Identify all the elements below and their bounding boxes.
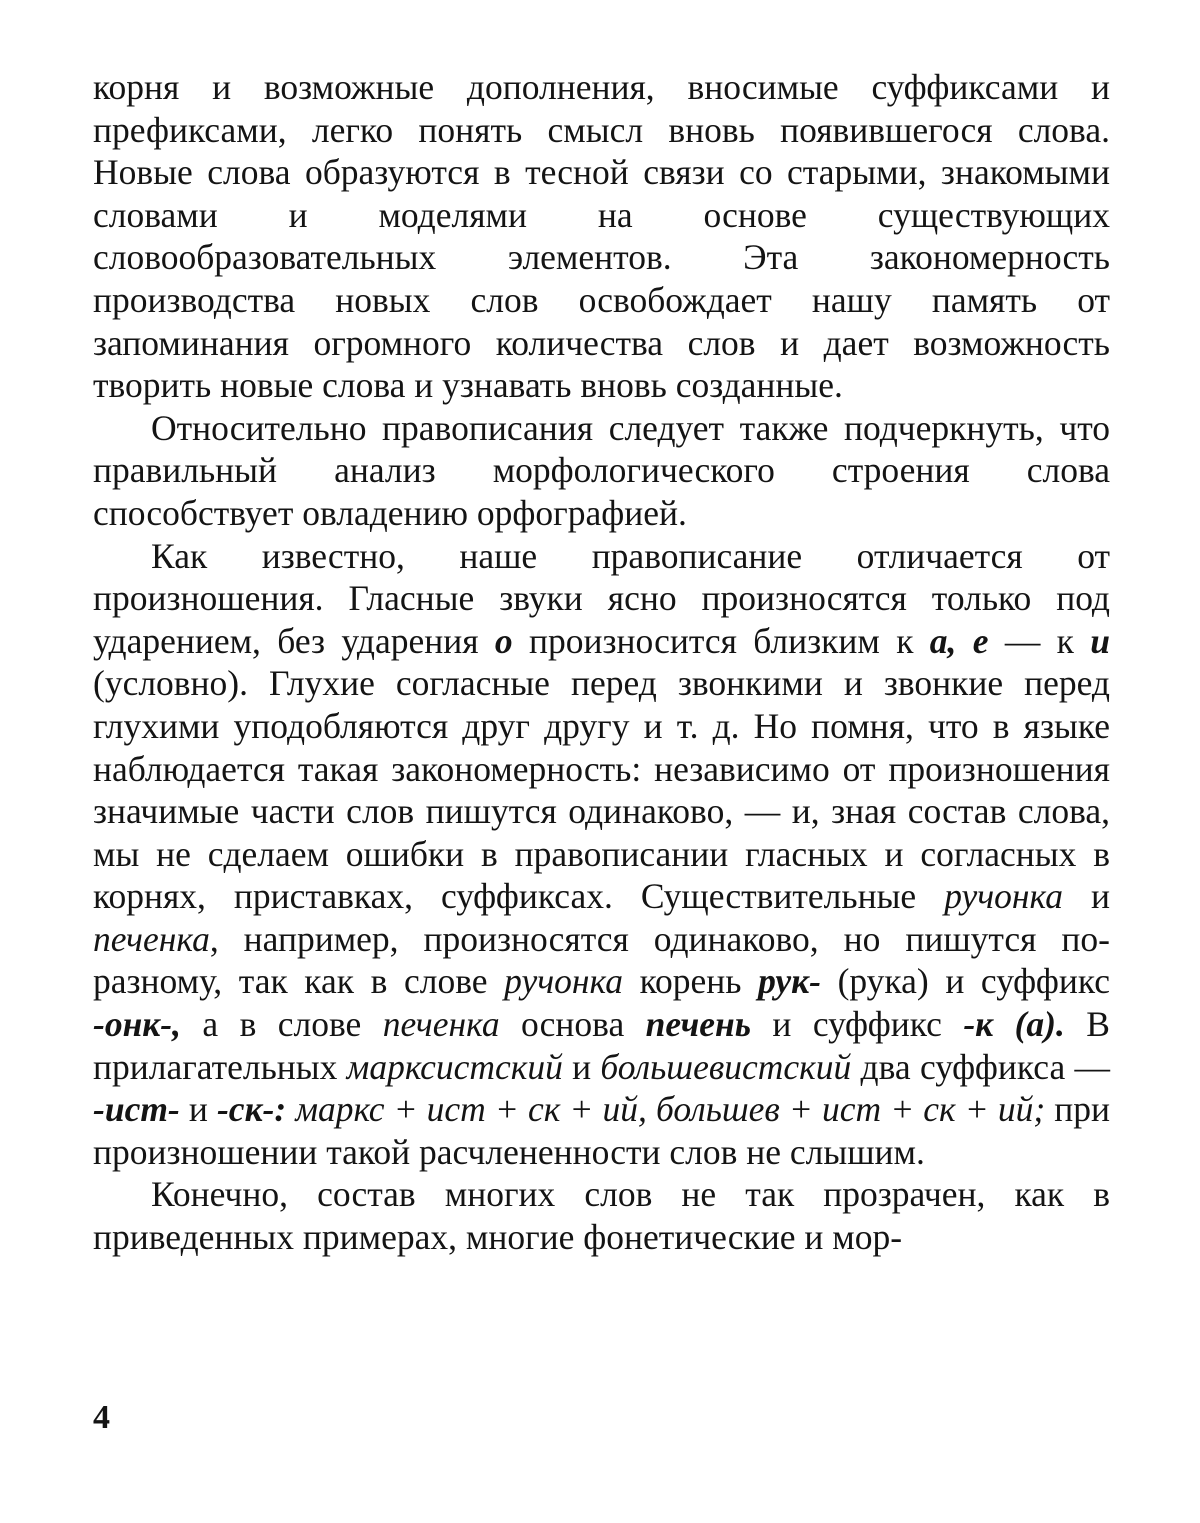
emphasis-text: -ист- xyxy=(93,1089,180,1130)
emphasis-text: а, е xyxy=(929,620,989,661)
text-run: , например, произносятся одинаково, но пишутся по-разному, так как в слове xyxy=(93,918,1110,1002)
emphasis-text: и xyxy=(1090,620,1111,661)
text-run: — к xyxy=(988,620,1091,661)
emphasis-text: -ск-: xyxy=(216,1089,287,1130)
emphasis-text: маркс + ист + ск + ий, большев + ист + ск + ий; xyxy=(295,1089,1046,1130)
emphasis-text: печень xyxy=(645,1004,751,1045)
text-run: и xyxy=(562,1046,601,1087)
text-run: Конечно, состав многих слов не так прозрачен, как в приведенных примерах, многие фонетические и мор- xyxy=(93,1174,1110,1258)
page-body xyxy=(93,66,1110,1259)
text-run: (условно). Глухие согласные перед звонкими и звонкие перед глухими уподобляются друг другу и т. д. Но помня, что в языке наблюдается такая закономерность: независимо от произношения значимые части слов пишутся одинаково, — и, зная состав слова, мы не сделаем ошибки в правописании гласных и согласных в корнях, приставках, суффиксах. Существительные xyxy=(93,663,1110,917)
emphasis-text: марксистский xyxy=(346,1046,563,1087)
text-run: и xyxy=(1063,876,1110,917)
emphasis-text: печенка xyxy=(93,918,210,959)
emphasis-text: -к (а). xyxy=(963,1004,1065,1045)
text-run: два суффикса — xyxy=(851,1046,1110,1087)
text-run: при произношении такой расчлененности слов не слышим. xyxy=(93,1089,1111,1172)
emphasis-text: ручонка xyxy=(504,961,623,1002)
text-run: (рука) и суффикс xyxy=(820,961,1110,1002)
paragraph-p3 xyxy=(93,535,1110,1174)
emphasis-text: большевистский xyxy=(600,1046,852,1087)
text-run xyxy=(286,1089,295,1129)
paragraph-p2 xyxy=(93,407,1110,535)
emphasis-text: рук- xyxy=(758,961,821,1002)
text-run: и суффикс xyxy=(750,1004,964,1045)
text-run: основа xyxy=(499,1004,646,1045)
emphasis-text: -онк-, xyxy=(93,1004,181,1045)
text-run: Относительно правописания следует также подчеркнуть, что правильный анализ морфологического строения слова способствует овладению орфографией. xyxy=(93,407,1110,533)
text-run: и xyxy=(179,1089,217,1130)
paragraph-p4 xyxy=(93,1173,1110,1258)
text-run: Как известно, наше правописание отличается от произношения. Гласные звуки ясно произносятся только под ударением, без ударения xyxy=(93,535,1110,661)
text-run: корня и возможные дополнения, вносимые суффиксами и префиксами, легко понять смысл вновь появившегося слова. Новые слова образуются в тесной связи со старыми, знакомыми словами и моделями на основе существующих словообразовательных элементов. Эта закономерность производства новых слов освобождает нашу память от запоминания огромного количества слов и дает возможность творить новые слова и узнавать вновь созданные. xyxy=(93,67,1110,406)
text-run: В прилагательных xyxy=(93,1004,1110,1087)
emphasis-text: о xyxy=(494,620,513,661)
paragraph-p1 xyxy=(93,66,1110,407)
emphasis-text: ручонка xyxy=(944,876,1063,917)
page-number: 4 xyxy=(93,1399,110,1436)
text-run: корень xyxy=(622,961,759,1002)
text-run: произносится близким к xyxy=(512,620,930,661)
text-run: а в слове xyxy=(180,1004,383,1045)
emphasis-text: печенка xyxy=(382,1004,500,1045)
